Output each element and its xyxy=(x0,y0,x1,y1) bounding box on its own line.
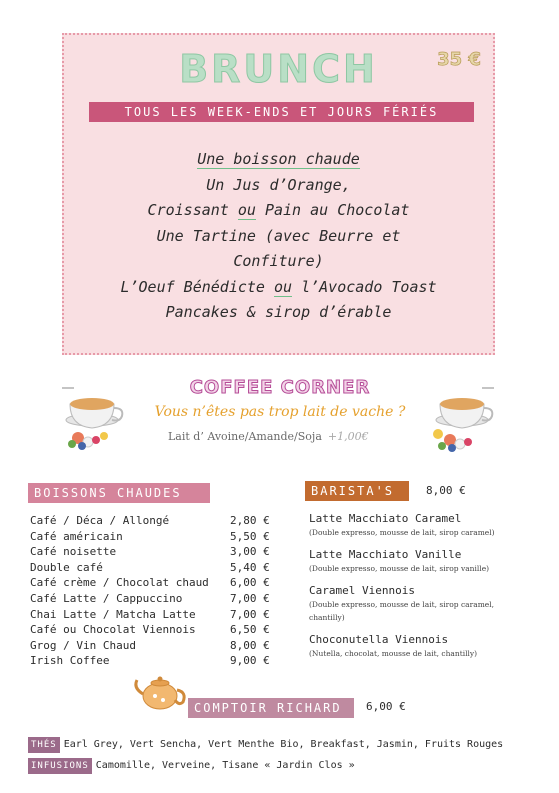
infusions-list: Camomille, Verveine, Tisane « Jardin Clos » xyxy=(95,760,355,771)
hot-drink-row xyxy=(30,544,270,560)
plant-milk-option xyxy=(168,430,369,443)
hot-drink-price: 2,80 € xyxy=(230,514,270,527)
brunch-item: Une boisson chaude xyxy=(197,150,360,168)
teas-row xyxy=(28,736,503,754)
hot-drink-name: Double café xyxy=(30,560,103,574)
barista-item-name: Caramel Viennois xyxy=(309,584,415,597)
hot-drink-row xyxy=(30,529,270,545)
brunch-item: Croissant ou Pain au Chocolat xyxy=(147,201,410,219)
brunch-section xyxy=(62,33,495,355)
brunch-subtitle: TOUS LES WEEK-ENDS ET JOURS FÉRIÉS xyxy=(89,102,474,122)
teas-list: Earl Grey, Vert Sencha, Vert Menthe Bio, Breakfast, Jasmin, Fruits Rouges xyxy=(63,739,504,750)
plant-milk-label: Lait d’ Avoine/Amande/Soja xyxy=(168,430,322,443)
baristas-title: BARISTA'S xyxy=(305,481,409,501)
hot-drink-row xyxy=(30,575,270,591)
hot-drink-name: Irish Coffee xyxy=(30,654,110,668)
hot-drink-price: 8,00 € xyxy=(230,638,270,652)
hot-drinks-list xyxy=(30,513,270,669)
coffee-corner-subtitle: Vous n’êtes pas trop lait de vache ? xyxy=(154,404,406,420)
hot-drink-price: 7,00 € xyxy=(230,607,270,621)
hot-drink-name: Chai Latte / Matcha Latte xyxy=(30,607,196,621)
hot-drink-row xyxy=(30,622,270,638)
coffee-cup-icon xyxy=(426,386,496,456)
hot-drinks-title: BOISSONS CHAUDES xyxy=(28,483,210,503)
comptoir-price: 6,00 € xyxy=(366,700,406,713)
brunch-item: Pancakes & sirop d’érable xyxy=(165,303,392,321)
brunch-title: BRUNCH xyxy=(179,47,378,91)
comptoir-title: COMPTOIR RICHARD xyxy=(188,698,354,718)
brunch-item: Confiture) xyxy=(233,252,324,270)
hot-drink-name: Grog / Vin Chaud xyxy=(30,638,136,652)
barista-item-description: (Double expresso, mousse de lait, sirop caramel, chantilly) xyxy=(309,600,495,622)
barista-item-name: Latte Macchiato Caramel xyxy=(309,512,462,525)
hot-drink-row xyxy=(30,591,270,607)
hot-drink-row xyxy=(30,513,270,529)
hot-drink-price: 9,00 € xyxy=(230,654,270,668)
hot-drink-row xyxy=(30,638,270,654)
hot-drink-price: 5,50 € xyxy=(230,529,270,543)
barista-item-name: Choconutella Viennois xyxy=(309,633,449,646)
baristas-price: 8,00 € xyxy=(426,484,466,497)
barista-item-description: (Nutella, chocolat, mousse de lait, chantilly) xyxy=(309,649,478,658)
brunch-item: Une Tartine (avec Beurre et xyxy=(156,226,401,245)
brunch-item: Un Jus d’Orange, xyxy=(206,175,351,194)
barista-item-description: (Double expresso, mousse de lait, sirop caramel) xyxy=(309,528,495,537)
hot-drink-row xyxy=(30,607,270,623)
hot-drink-name: Café Latte / Cappuccino xyxy=(30,591,183,605)
hot-drink-price: 6,00 € xyxy=(230,576,270,590)
hot-drink-name: Café ou Chocolat Viennois xyxy=(30,623,196,637)
hot-drink-price: 5,40 € xyxy=(230,560,270,574)
barista-item-description: (Double expresso, mousse de lait, sirop vanille) xyxy=(309,564,490,573)
brunch-item: L’Oeuf Bénédicte ou l’Avocado Toast xyxy=(120,277,437,296)
hot-drink-price: 6,50 € xyxy=(230,623,270,637)
hot-drink-name: Café américain xyxy=(30,529,123,543)
baristas-list xyxy=(309,511,529,668)
teas-tag: THÉS xyxy=(28,737,60,753)
hot-drink-price: 7,00 € xyxy=(230,591,270,605)
infusions-row xyxy=(28,757,355,775)
hot-drink-price: 3,00 € xyxy=(230,545,270,559)
teapot-icon xyxy=(133,670,188,712)
coffee-corner-title: COFFEE CORNER xyxy=(189,377,371,398)
hot-drink-row xyxy=(30,653,270,669)
hot-drink-name: Café / Déca / Allongé xyxy=(30,514,170,527)
hot-drink-name: Café noisette xyxy=(30,545,117,559)
barista-item-name: Latte Macchiato Vanille xyxy=(309,548,462,561)
infusions-tag: INFUSIONS xyxy=(28,758,92,774)
brunch-items xyxy=(64,147,493,326)
hot-drink-name: Café crème / Chocolat chaud xyxy=(30,576,209,590)
coffee-cup-icon xyxy=(60,386,130,456)
plant-milk-extra: +1,00€ xyxy=(327,430,369,443)
brunch-price: 35 € xyxy=(437,49,481,70)
hot-drink-row xyxy=(30,560,270,576)
